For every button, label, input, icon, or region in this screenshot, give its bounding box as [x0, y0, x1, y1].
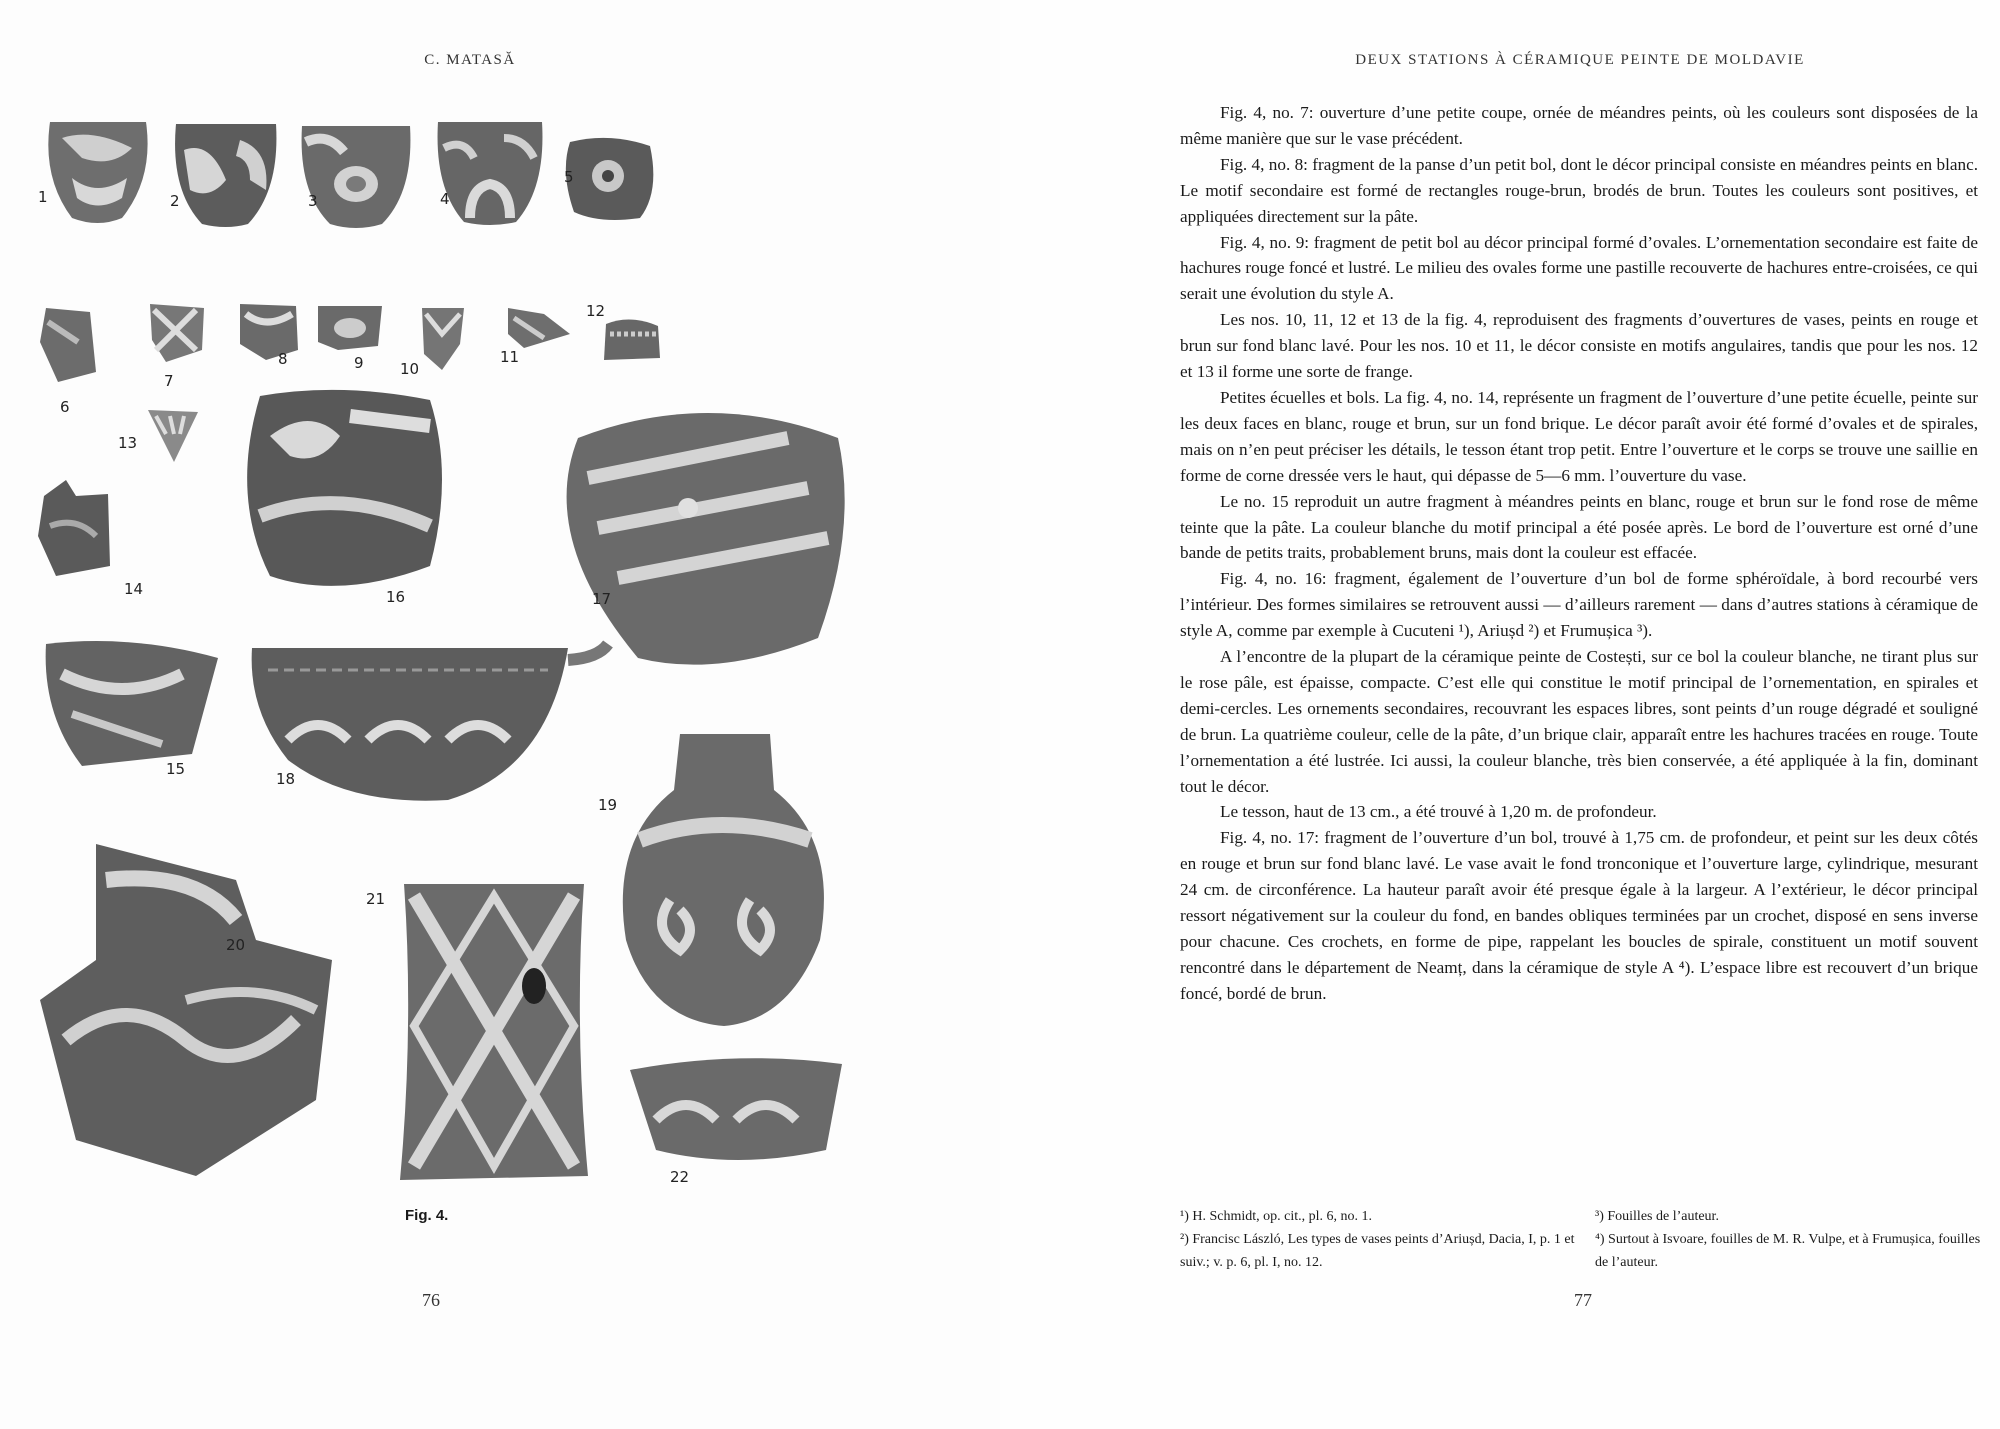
- footnote-3: ³) Fouilles de l’auteur.: [1595, 1209, 1719, 1224]
- vessel-21-image: [384, 876, 604, 1190]
- right-page: [1000, 0, 2000, 1429]
- paragraph: A l’encontre de la plupart de la céramique peinte de Costești, sur ce bol la couleur blanche, ne tirant plus sur le rose pâle, est épaisse, compacte. C’est elle qui constitue le motif principal de l’ornementation, en spirales et demi-cercles. Les ornements secondaires, recouvrant les espaces libres, sont peints d’un rouge dégradé et souligné de brun. La quatrième couleur, celle de la pâte, d’un brique clair, apparaît entre les hachures tracées en rouge. Toute l’ornementation a été lustrée. Ici aussi, la couleur blanche, très bien conservée, a été appliquée à la fin, dominant tout le décor.: [1180, 647, 1978, 796]
- fig-label-1: 1: [38, 188, 48, 206]
- sherd-20-image: [36, 840, 336, 1180]
- fig-label-13: 13: [118, 434, 138, 452]
- vessel-18-image: [248, 640, 618, 810]
- paragraph: Les nos. 10, 11, 12 et 13 de la fig. 4, reproduisent des fragments d’ouvertures de vases, peints en rouge et brun sur fond blanc lavé. Pour les nos. 10 et 11, le décor consiste en motifs angulaires, tandis que pour les nos. 12 et 13 il forme une sorte de frange.: [1180, 310, 1978, 382]
- fig-label-4: 4: [440, 190, 450, 208]
- sherd-11-image: [504, 304, 574, 352]
- sherd-6-image: [38, 302, 98, 386]
- footnote-2: ²) Francisc László, Les types de vases peints d’Ariușd, Dacia, I, p. 1 et suiv.; v. p. 6, pl. I, no. 12.: [1180, 1232, 1575, 1270]
- fig-label-20: 20: [226, 936, 246, 954]
- sherd-17-image: [538, 398, 858, 678]
- fig-label-12: 12: [586, 302, 606, 320]
- running-head-right: DEUX STATIONS À CÉRAMIQUE PEINTE DE MOLDAVIE: [1355, 52, 1805, 68]
- vessel-4-image: [434, 118, 546, 228]
- fig-label-10: 10: [400, 360, 420, 378]
- fig-label-8: 8: [278, 350, 288, 368]
- fig-label-7: 7: [164, 372, 174, 390]
- fig-label-19: 19: [598, 796, 618, 814]
- fig-label-22: 22: [670, 1168, 690, 1186]
- sherd-8-image: [236, 300, 302, 364]
- body-text: [1180, 100, 1978, 1007]
- vessel-3-image: [298, 122, 414, 230]
- running-head-left: C. MATASĂ: [424, 52, 516, 68]
- paragraph: Fig. 4, no. 9: fragment de petit bol au décor principal formé d’ovales. L’ornementation secondaire est faite de hachures rouge foncé et lustré. Le milieu des ovales forme une pastille recouverte de hachures entre-croisées, ce qui serait une évolution du style A.: [1180, 232, 1978, 304]
- sherd-7-image: [146, 300, 208, 366]
- sherd-14-image: [36, 476, 114, 582]
- page-number-right: 77: [1574, 1290, 1592, 1310]
- footnote-4: ⁴) Surtout à Isvoare, fouilles de M. R. Vulpe, et à Frumușica, fouilles de l’auteur.: [1595, 1232, 1981, 1270]
- fig-label-6: 6: [60, 398, 70, 416]
- paragraph: Fig. 4, no. 17: fragment de l’ouverture d’un bol, trouvé à 1,75 cm. de profondeur, et peint sur les deux côtés en rouge et brun sur fond blanc lavé. Le vase avait le fond tronconique et l’ouverture large, cylindrique, mesurant 24 cm. de circonférence. La hauteur paraît avoir été presque égale à la largeur. A l’extérieur, le décor principal ressort négativement sur la couleur du fond, en bandes obliques terminées par un crochet, disposé en sens inverse pour chacune. Ces crochets, en forme de pipe, rappelant les boucles de spirale, constituent un motif souvent rencontré dans le département de Neamț, dans la céramique de style A ⁴). L’espace libre est recouvert d’un brique foncé, bordé de brun.: [1180, 828, 1978, 1003]
- sherd-15-image: [42, 634, 222, 770]
- sherd-16-image: [230, 386, 454, 596]
- fig-label-15: 15: [166, 760, 186, 778]
- fig-label-11: 11: [500, 348, 520, 366]
- fig-label-5: 5: [564, 168, 574, 186]
- sherd-22-image: [626, 1050, 846, 1170]
- fig-label-3: 3: [308, 192, 318, 210]
- sherd-9-image: [314, 302, 386, 354]
- sherd-13-image: [144, 404, 202, 466]
- paragraph: Fig. 4, no. 7: ouverture d’une petite coupe, ornée de méandres peints, où les couleurs sont disposées de la même manière que sur le vase précédent.: [1180, 103, 1978, 148]
- fig-label-14: 14: [124, 580, 144, 598]
- fig-label-17: 17: [592, 590, 612, 608]
- paragraph: Fig. 4, no. 8: fragment de la panse d’un petit bol, dont le décor principal consiste en méandres peints en blanc. Le motif secondaire est formé de rectangles rouge-brun, brodés de brun. Toutes les couleurs sont positives, et appliquées directement sur la pâte.: [1180, 154, 1978, 226]
- sherd-10-image: [418, 304, 468, 374]
- fig-label-9: 9: [354, 354, 364, 372]
- vessel-19-image: [610, 730, 838, 1030]
- fig-label-16: 16: [386, 588, 406, 606]
- vessel-1-image: [42, 118, 154, 226]
- footnote-1: ¹) H. Schmidt, op. cit., pl. 6, no. 1.: [1180, 1209, 1373, 1224]
- paragraph: Petites écuelles et bols. La fig. 4, no. 14, représente un fragment de l’ouverture d’une petite écuelle, peinte sur les deux faces en blanc, rouge et brun, sur un fond brique. Le décor paraît avoir été formé d’ovales et de spirales, mais on n’en peut préciser les détails, le tesson étant trop petit. Entre l’ouverture et le corps se trouve une saillie en forme de corne dressée vers le haut, qui dépasse de 5—6 mm. l’ouverture du vase.: [1180, 387, 1978, 485]
- footnotes-right-column: [1595, 1205, 1985, 1274]
- paragraph: Le tesson, haut de 13 cm., a été trouvé à 1,20 m. de profondeur.: [1220, 802, 1657, 822]
- footnotes-left-column: [1180, 1205, 1590, 1274]
- fig-label-18: 18: [276, 770, 296, 788]
- fig-label-2: 2: [170, 192, 180, 210]
- figure-4-plate: [30, 110, 850, 1210]
- vessel-2-image: [170, 120, 282, 230]
- sherd-12-image: [596, 314, 664, 366]
- vessel-5-image: [560, 132, 660, 224]
- paragraph: Fig. 4, no. 16: fragment, également de l’ouverture d’un bol de forme sphéroïdale, à bord recourbé vers l’intérieur. Des formes similaires se retrouvent aussi — d’ailleurs rarement — dans d’autres stations à céramique de style A, comme par exemple à Cucuteni ¹), Ariușd ²) et Frumușica ³).: [1180, 569, 1978, 641]
- paragraph: Le no. 15 reproduit un autre fragment à méandres peints en blanc, rouge et brun sur le fond rose de même teinte que la pâte. La couleur blanche du motif principal a été posée après. Le bord de l’ouverture est orné d’une bande de petits traits, probablement bruns, mais dont la couleur est effacée.: [1180, 491, 1978, 563]
- fig-label-21: 21: [366, 890, 386, 908]
- page-number-left: 76: [422, 1290, 440, 1310]
- figure-caption: Fig. 4.: [405, 1207, 449, 1224]
